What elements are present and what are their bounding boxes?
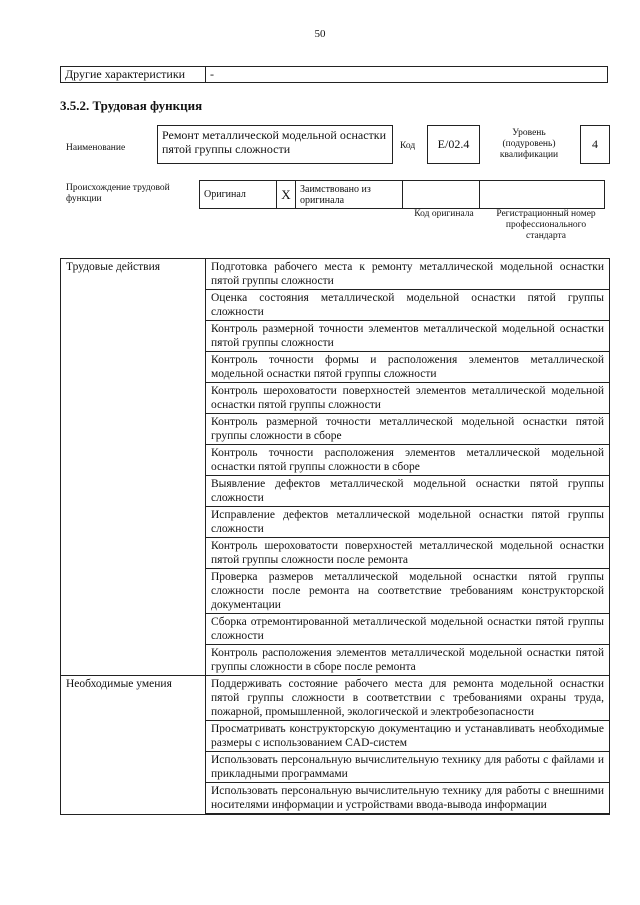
original-code-caption: Код оригинала — [414, 209, 474, 219]
other-characteristics-label: Другие характеристики — [61, 67, 206, 83]
skills-label: Необходимые умения — [61, 676, 206, 815]
labor-action-item: Контроль точности расположения элементов металлической модельной оснастки пятой группы сложности в сборе — [206, 445, 610, 476]
labor-action-item: Проверка размеров металлической модельной оснастки пятой группы сложности после ремонта на соответствие требованиям конструкторской документации — [206, 569, 610, 614]
labor-action-item: Сборка отремонтированной металлической модельной оснастки пятой группы сложности — [206, 614, 610, 645]
labor-action-item: Контроль шероховатости поверхностей металлической модельной оснастки пятой группы сложности после ремонта — [206, 538, 610, 569]
labor-action-item: Контроль размерной точности элементов металлической модельной оснастки пятой группы сложности — [206, 321, 610, 352]
borrowed-cell: Заимствовано из оригинала — [296, 181, 403, 209]
function-code-value: E/02.4 — [427, 125, 480, 164]
labor-action-item: Контроль шероховатости поверхностей элементов металлической модельной оснастки пятой группы сложности — [206, 383, 610, 414]
function-name-value: Ремонт металлической модельной оснастки пятой группы сложности — [157, 125, 393, 164]
code-label: Код — [400, 141, 416, 151]
labor-function-table — [60, 258, 610, 815]
other-characteristics-value: - — [206, 67, 608, 83]
labor-actions-label: Трудовые действия — [61, 259, 206, 676]
skill-item: Просматривать конструкторскую документацию и устанавливать необходимые размеры с использованием CAD-систем — [206, 721, 610, 752]
page-number: 50 — [314, 28, 326, 40]
skill-item: Использовать персональную вычислительную технику для работы с внешними носителями информации и устройствами ввода-вывода информации — [206, 783, 610, 815]
original-cell: Оригинал — [200, 181, 277, 209]
skill-item: Поддерживать состояние рабочего места для ремонта модельной оснастки пятой группы сложности в соответствии с требованиями охраны труда, пожарной, промышленной, экологической и электробезопасности — [206, 676, 610, 721]
labor-action-item: Подготовка рабочего места к ремонту металлической модельной оснастки пятой группы сложности — [206, 259, 610, 290]
labor-action-item: Контроль точности формы и расположения элементов металлической модельной оснастки пятой группы сложности — [206, 352, 610, 383]
registration-number-cell — [480, 181, 605, 209]
original-code-cell — [403, 181, 480, 209]
labor-action-item: Исправление дефектов металлической модельной оснастки пятой группы сложности — [206, 507, 610, 538]
labor-action-item: Контроль расположения элементов металлической модельной оснастки пятой группы сложности в сборе после ремонта — [206, 645, 610, 676]
section-title: 3.5.2. Трудовая функция — [60, 98, 203, 113]
origin-table — [199, 180, 605, 209]
name-label: Наименование — [66, 143, 126, 153]
labor-action-item: Контроль размерной точности металлической модельной оснастки пятой группы сложности в сборе — [206, 414, 610, 445]
qualification-level-value: 4 — [580, 125, 610, 164]
labor-action-item: Оценка состояния металлической модельной оснастки пятой группы сложности — [206, 290, 610, 321]
origin-label: Происхождение трудовой функции — [66, 183, 170, 204]
labor-action-item: Выявление дефектов металлической модельной оснастки пятой группы сложности — [206, 476, 610, 507]
original-mark: X — [277, 181, 296, 209]
level-label: Уровень (подуровень) квалификации — [499, 128, 559, 160]
other-characteristics-table — [60, 66, 608, 83]
registration-number-caption: Регистрационный номер профессионального стандарта — [496, 209, 596, 241]
skill-item: Использовать персональную вычислительную технику для работы с файлами и прикладными программами — [206, 752, 610, 783]
